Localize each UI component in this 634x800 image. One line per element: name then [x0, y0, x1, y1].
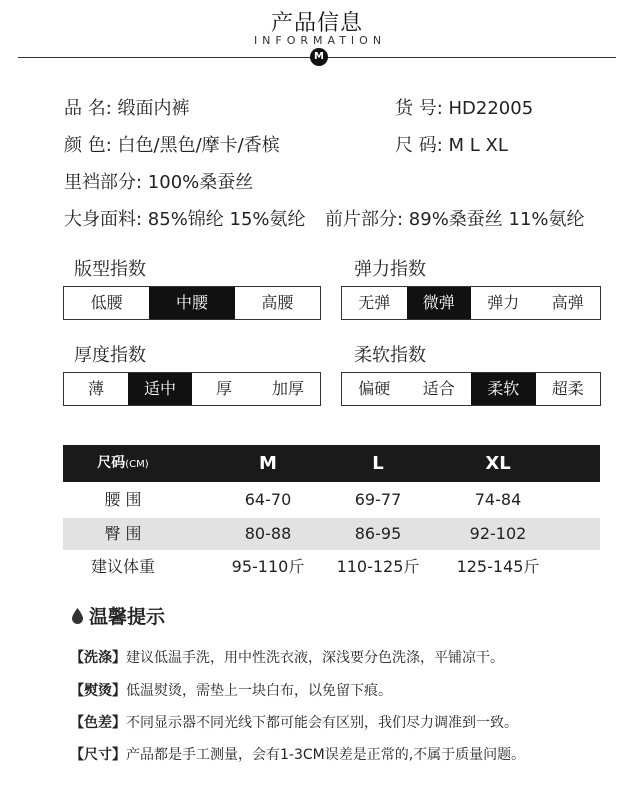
tips-title [72, 602, 165, 629]
page-subtitle: INFORMATION [253, 34, 387, 47]
product-lining: 里裆部分: 100%桑蚕丝 [64, 172, 254, 193]
product-name: 品 名: 缎面内裤 [64, 98, 190, 119]
thickness-index-title: 厚度指数 [74, 345, 146, 366]
softness-option-super-soft: 超柔 [551, 379, 584, 398]
water-drop-icon [72, 608, 83, 624]
cell-value: 80-88 [244, 524, 292, 543]
softness-option-soft: 柔软 [471, 373, 536, 405]
tip-washing [70, 647, 504, 667]
thickness-option-thin: 薄 [87, 379, 104, 398]
cell-value: 110-125斤 [336, 557, 420, 576]
table-row-waist [63, 484, 600, 516]
page-title: 产品信息 [270, 11, 363, 36]
table-row-weight [63, 551, 600, 583]
product-fabric: 大身面料: 85%锦纶 15%氨纶 [64, 209, 306, 230]
tip-tag: 【尺寸】 [70, 747, 126, 763]
tip-tag: 【色差】 [70, 715, 126, 731]
softness-index-title: 柔软指数 [354, 345, 426, 366]
elastic-option-elastic: 弹力 [487, 293, 520, 312]
product-item-no: 货 号: HD22005 [395, 98, 534, 119]
table-row-hip [63, 518, 600, 550]
product-size: 尺 码: M L XL [395, 135, 508, 156]
cell-value: 69-77 [354, 490, 402, 509]
row-label: 腰 围 [104, 490, 142, 509]
tip-tag: 【熨烫】 [70, 683, 126, 699]
fit-option-mid: 中腰 [149, 287, 234, 319]
cell-value: 95-110斤 [231, 557, 305, 576]
fit-option-low: 低腰 [90, 293, 123, 312]
tip-text: 产品都是手工测量，会有1-3CM误差是正常的,不属于质量问题。 [126, 747, 526, 763]
thickness-option-extra-thick: 加厚 [271, 379, 304, 398]
elastic-index-title: 弹力指数 [354, 259, 426, 280]
thickness-option-moderate: 适中 [128, 373, 192, 405]
m-badge-icon: M [310, 48, 328, 66]
product-front: 前片部分: 89%桑蚕丝 11%氨纶 [325, 209, 585, 230]
size-header-m: M [259, 453, 277, 474]
elastic-option-slight: 微弹 [407, 287, 472, 319]
elastic-option-none: 无弹 [358, 293, 391, 312]
elastic-index-box [341, 286, 601, 320]
softness-option-hard: 偏硬 [358, 379, 391, 398]
row-label: 建议体重 [90, 557, 155, 576]
elastic-option-high: 高弹 [551, 293, 584, 312]
cell-value: 92-102 [469, 524, 527, 543]
cell-value: 86-95 [354, 524, 402, 543]
softness-option-suitable: 适合 [422, 379, 455, 398]
tips-title-text: 温馨提示 [89, 606, 166, 628]
cell-value: 125-145斤 [456, 557, 540, 576]
tip-size [70, 744, 525, 764]
cell-value: 64-70 [244, 490, 292, 509]
tip-color-diff [70, 712, 518, 732]
size-header-label: 尺码(CM) [97, 455, 149, 471]
product-color: 颜 色: 白色/黑色/摩卡/香槟 [64, 135, 280, 156]
size-header-xl: XL [485, 453, 511, 474]
tip-text: 低温熨烫，需垫上一块白布，以免留下痕。 [126, 683, 392, 699]
size-table-header [63, 445, 600, 482]
size-header-l: L [372, 453, 384, 474]
thickness-option-thick: 厚 [215, 379, 232, 398]
thickness-index-box [63, 372, 321, 406]
tip-ironing [70, 680, 392, 700]
fit-option-high: 高腰 [261, 293, 294, 312]
tip-text: 建议低温手洗，用中性洗衣液，深浅要分色洗涤，平铺凉干。 [126, 650, 504, 666]
cell-value: 74-84 [474, 490, 522, 509]
row-label: 臀 围 [104, 524, 142, 543]
tip-text: 不同显示器不同光线下都可能会有区别，我们尽力调准到一致。 [126, 715, 518, 731]
fit-index-box [63, 286, 321, 320]
fit-index-title: 版型指数 [74, 259, 146, 280]
softness-index-box [341, 372, 601, 406]
tip-tag: 【洗涤】 [70, 650, 126, 666]
